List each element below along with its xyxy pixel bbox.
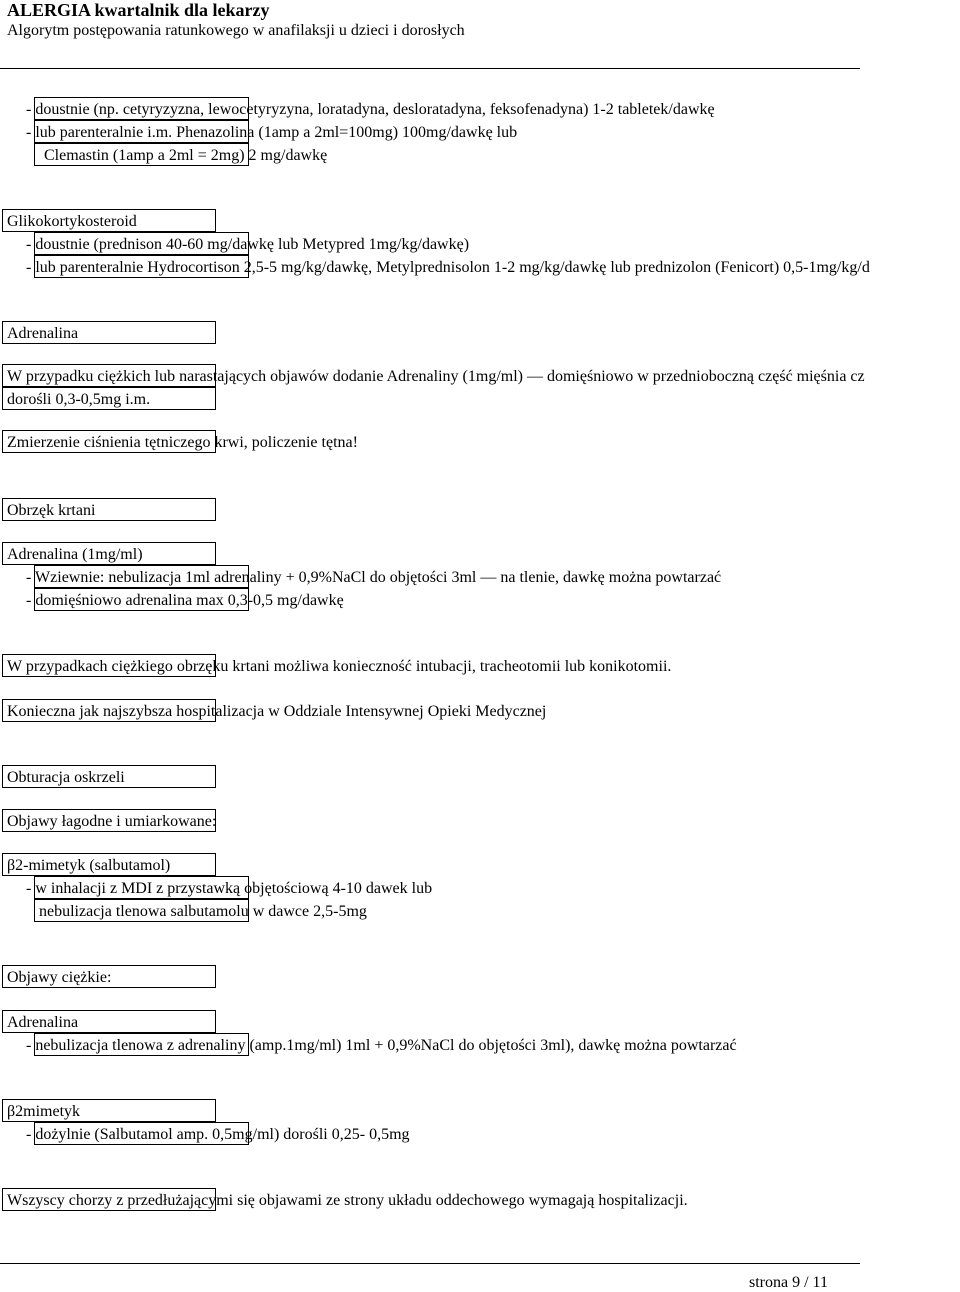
- header-divider: [0, 68, 860, 69]
- beta2-mimetic-heading: β2-mimetyk (salbutamol): [7, 857, 171, 874]
- laryngeal-nebulization-line: - Wziewnie: nebulizacja 1ml adrenaliny + 0,9%NaCl do objętości 3ml — na tlenie, dawkę można powtarzać: [26, 569, 722, 586]
- clemastin-line: Clemastin (1amp a 2ml = 2mg) 2 mg/dawkę: [44, 147, 328, 164]
- hospitalization-note: Konieczna jak najszybsza hospitalizacja w Oddziale Intensywnej Opieki Medycznej: [7, 703, 547, 720]
- antihistamine-parenteral-line: - lub parenteralnie i.m. Phenazolina (1amp a 2ml=100mg) 100mg/dawkę lub: [26, 124, 518, 141]
- severe-adrenaline-heading: Adrenalina: [7, 1014, 79, 1031]
- beta2-iv-heading: β2mimetyk: [7, 1103, 81, 1120]
- severe-symptoms-heading: Objawy ciężkie:: [7, 969, 112, 986]
- section-heading-obrzek-krtani: Obrzęk krtani: [7, 502, 96, 519]
- mild-symptoms-heading: Objawy łagodne i umiarkowane:: [7, 813, 217, 830]
- glucocorticoid-oral-line: - doustnie (prednison 40-60 mg/dawkę lub Metypred 1mg/kg/dawkę): [26, 236, 470, 253]
- laryngeal-im-line: - domięśniowo adrenalina max 0,3-0,5 mg/dawkę: [26, 592, 344, 609]
- salbutamol-nebulization-line: nebulizacja tlenowa salbutamolu w dawce 2,5-5mg: [39, 903, 367, 920]
- intubation-note: W przypadkach ciężkiego obrzęku krtani możliwa konieczność intubacji, tracheotomii lub konikotomii.: [7, 658, 672, 675]
- laryngeal-adrenaline-heading: Adrenalina (1mg/ml): [7, 546, 143, 563]
- footer-divider: [0, 1263, 860, 1264]
- salbutamol-iv-line: - dożylnie (Salbutamol amp. 0,5mg/ml) dorośli 0,25- 0,5mg: [26, 1126, 410, 1143]
- vital-signs-line: Zmierzenie ciśnienia tętniczego krwi, policzenie tętna!: [7, 434, 358, 451]
- respiratory-hospitalization-note: Wszyscy chorzy z przedłużającymi się objawami ze strony układu oddechowego wymagają hospitalizacji.: [7, 1192, 688, 1209]
- adrenaline-instruction-line: W przypadku ciężkich lub narastających objawów dodanie Adrenaliny (1mg/ml) — domięśniowo w przednioboczną część mięśnia cz: [7, 368, 865, 385]
- section-heading-obturacja: Obturacja oskrzeli: [7, 769, 125, 786]
- document-title: ALERGIA kwartalnik dla lekarzy: [7, 0, 270, 20]
- antihistamine-oral-line: - doustnie (np. cetyryzyzna, lewocetyryzyna, loratadyna, desloratadyna, feksofenadyna) 1-2 tabletek/dawkę: [26, 101, 715, 118]
- section-heading-adrenalina: Adrenalina: [7, 325, 79, 342]
- glucocorticoid-parenteral-line: - lub parenteralnie Hydrocortison 2,5-5 mg/kg/dawkę, Metylprednisolon 1-2 mg/kg/dawkę lub prednizolon (Fenicort) 0,5-1mg/kg/d: [26, 259, 870, 276]
- section-heading-glikokortykosteroid: Glikokortykosteroid: [7, 213, 137, 230]
- page-number: strona 9 / 11: [749, 1274, 828, 1291]
- mdi-inhalation-line: - w inhalacji z MDI z przystawką objętościową 4-10 dawek lub: [26, 880, 433, 897]
- adrenaline-adult-dose-line: dorośli 0,3-0,5mg i.m.: [7, 391, 151, 408]
- adrenaline-nebulization-line: - nebulizacja tlenowa z adrenaliny (amp.1mg/ml) 1ml + 0,9%NaCl do objętości 3ml), dawkę można powtarzać: [26, 1037, 737, 1054]
- document-subtitle: Algorytm postępowania ratunkowego w anafilaksji u dzieci i dorosłych: [7, 22, 465, 39]
